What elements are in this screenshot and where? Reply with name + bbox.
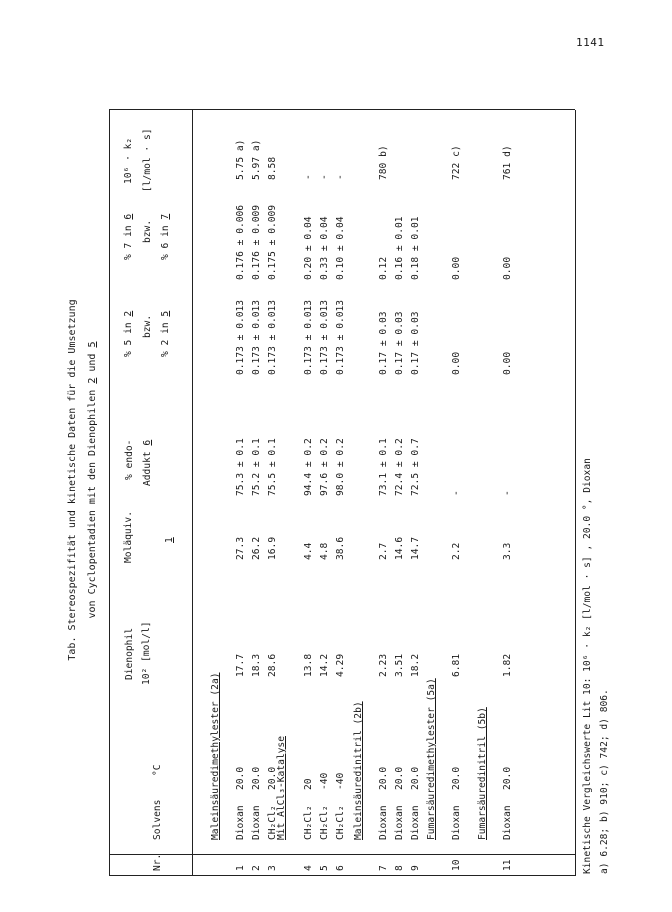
cell-c5: 0.00 <box>502 351 513 375</box>
cell-k2: - <box>319 174 330 180</box>
cell-c5: 0.17 ± 0.03 <box>410 311 421 375</box>
cell-nr: 11 <box>502 859 513 871</box>
cell-solvens: CH₂Cl₂ <box>319 805 330 840</box>
cell-molaequiv: 14.6 <box>394 536 405 560</box>
table-right-rule <box>109 109 575 110</box>
cell-k2: 722 c) <box>451 145 462 180</box>
cell-c7: 0.176 ± 0.006 <box>235 204 246 280</box>
header-endo-addukt: Addukt 6 <box>142 439 153 486</box>
cell-c7: 0.16 ± 0.01 <box>394 216 405 280</box>
cell-nr: 5 <box>319 865 330 871</box>
cell-c7: 0.00 <box>451 256 462 280</box>
cell-molaequiv: 2.2 <box>451 542 462 560</box>
cell-solvens: Dioxan <box>251 805 262 840</box>
cell-temp: 20.0 <box>410 766 421 790</box>
cell-temp: 20.0 <box>378 766 389 790</box>
cell-molaequiv: 4.8 <box>319 542 330 560</box>
header-c5: % 5 in 2 <box>123 310 134 357</box>
cell-c7: 0.12 <box>378 256 389 280</box>
cell-c5: 0.173 ± 0.013 <box>267 299 278 375</box>
table-left-rule <box>109 875 575 876</box>
header-c5-alt: % 2 in 5 <box>160 310 171 357</box>
cell-temp: 20 <box>303 778 314 790</box>
cell-temp: 20.0 <box>267 766 278 790</box>
cell-dienophil: 18.3 <box>251 653 262 677</box>
cell-c5: 0.173 ± 0.013 <box>319 299 330 375</box>
table-top-rule <box>109 110 110 876</box>
footnote-values: a) 6.28; b) 910; c) 742; d) 806. <box>599 689 610 874</box>
cell-dienophil: 3.51 <box>394 653 405 677</box>
cell-endo: 73.1 ± 0.1 <box>378 438 389 496</box>
cell-dienophil: 14.2 <box>319 653 330 677</box>
cell-temp: -40 <box>335 772 346 790</box>
cell-k2: 5.97 a) <box>251 139 262 180</box>
cell-molaequiv: 4.4 <box>303 542 314 560</box>
header-dienophil: Dienophil <box>124 628 135 680</box>
cell-c7: 0.176 ± 0.009 <box>251 204 262 280</box>
rotated-table-page <box>57 90 617 880</box>
cell-dienophil: 6.81 <box>451 653 462 677</box>
cell-nr: 10 <box>451 859 462 871</box>
cell-nr: 9 <box>410 865 421 871</box>
cell-solvens: CH₂Cl₂ <box>303 805 314 840</box>
cell-molaequiv: 16.9 <box>267 536 278 560</box>
cell-molaequiv: 14.7 <box>410 536 421 560</box>
cell-endo: 94.4 ± 0.2 <box>303 438 314 496</box>
header-c7-alt: % 6 in 7 <box>160 213 171 260</box>
header-c7-bzw: bzw. <box>142 219 153 243</box>
section-heading: Maleinsäuredimethylester (2a) <box>210 672 221 840</box>
cell-nr: 2 <box>251 865 262 871</box>
cell-dienophil: 28.6 <box>267 653 278 677</box>
page-number: 1141 <box>576 36 605 49</box>
cell-nr: 3 <box>267 865 278 871</box>
header-nr: Nr. <box>152 853 163 871</box>
cell-c5: 0.173 ± 0.013 <box>335 299 346 375</box>
cell-dienophil: 13.8 <box>303 653 314 677</box>
cell-dienophil: 4.29 <box>335 653 346 677</box>
cell-solvens: Dioxan <box>235 805 246 840</box>
cell-solvens: Dioxan <box>502 805 513 840</box>
header-c7: % 7 in 6 <box>123 213 134 260</box>
cell-endo: 97.6 ± 0.2 <box>319 438 330 496</box>
cell-temp: -40 <box>319 772 330 790</box>
cell-c5: 0.173 ± 0.013 <box>235 299 246 375</box>
cell-k2: 5.75 a) <box>235 139 246 180</box>
cell-c5: 0.17 ± 0.03 <box>394 311 405 375</box>
cell-c7: 0.18 ± 0.01 <box>410 216 421 280</box>
cell-temp: 20.0 <box>502 766 513 790</box>
cell-solvens: Dioxan <box>378 805 389 840</box>
cell-solvens: CH₂Cl₂ <box>335 805 346 840</box>
cell-c7: 0.20 ± 0.04 <box>303 216 314 280</box>
header-c5-bzw: bzw. <box>142 314 153 338</box>
section-heading: Fumarsäuredimethylester (5a) <box>426 678 437 840</box>
header-molaequiv-ref: 1 <box>164 537 175 543</box>
header-solvens: Solvens <box>152 799 163 840</box>
cell-c5: 0.00 <box>451 351 462 375</box>
footnote-comparison: Kinetische Vergleichswerte Lit 10: 10⁶ · k₂ [l/mol · s] , 20.0 °, Dioxan <box>582 458 593 874</box>
cell-molaequiv: 27.3 <box>235 536 246 560</box>
cell-molaequiv: 38.6 <box>335 536 346 560</box>
cell-c5: 0.17 ± 0.03 <box>378 311 389 375</box>
cell-dienophil: 1.82 <box>502 653 513 677</box>
cell-k2: 761 d) <box>502 145 513 180</box>
header-temp: °C <box>152 764 163 776</box>
table-bottom-rule <box>575 110 576 876</box>
cell-nr: 8 <box>394 865 405 871</box>
cell-endo: 75.2 ± 0.1 <box>251 438 262 496</box>
cell-nr: 7 <box>378 865 389 871</box>
cell-molaequiv: 2.7 <box>378 542 389 560</box>
cell-endo: - <box>451 490 462 496</box>
cell-endo: 98.0 ± 0.2 <box>335 438 346 496</box>
cell-endo: - <box>502 490 513 496</box>
header-endo: % endo- <box>124 439 135 480</box>
cell-c7: 0.175 ± 0.009 <box>267 204 278 280</box>
table-title-line-2: von Cyclopentadien mit den Dienophilen 2 und 5 <box>87 341 98 619</box>
cell-nr: 6 <box>335 865 346 871</box>
header-molaequiv: Moläquiv. <box>123 511 134 563</box>
cell-c7: 0.10 ± 0.04 <box>335 216 346 280</box>
section-heading: Maleinsäuredinitril (2b) <box>353 701 364 840</box>
table-title-line-1: Tab. Stereospezifität und kinetische Daten für die Umsetzung <box>67 299 78 661</box>
cell-endo: 72.4 ± 0.2 <box>394 438 405 496</box>
header-k2-unit: [l/mol · s] <box>142 128 153 192</box>
cell-dienophil: 18.2 <box>410 653 421 677</box>
header-dienophil-unit: 10² [mol/l] <box>141 621 152 685</box>
cell-temp: 20.0 <box>451 766 462 790</box>
cell-c5: 0.173 ± 0.013 <box>303 299 314 375</box>
cell-c5: 0.173 ± 0.013 <box>251 299 262 375</box>
cell-nr: 1 <box>235 865 246 871</box>
cell-dienophil: 17.7 <box>235 653 246 677</box>
cell-solvens: Dioxan <box>394 805 405 840</box>
cell-molaequiv: 26.2 <box>251 536 262 560</box>
cell-k2: 8.58 <box>267 156 278 180</box>
cell-nr: 4 <box>303 865 314 871</box>
cell-k2: - <box>303 174 314 180</box>
cell-dienophil: 2.23 <box>378 653 389 677</box>
cell-k2: 780 b) <box>378 145 389 180</box>
cell-endo: 75.5 ± 0.1 <box>267 438 278 496</box>
cell-c7: 0.33 ± 0.04 <box>319 216 330 280</box>
cell-endo: 75.3 ± 0.1 <box>235 438 246 496</box>
cell-temp: 20.0 <box>251 766 262 790</box>
header-rule <box>192 110 193 876</box>
header-k2: 10⁶ · k₂ <box>123 137 134 184</box>
cell-molaequiv: 3.3 <box>502 542 513 560</box>
cell-k2: - <box>335 174 346 180</box>
cell-endo: 72.5 ± 0.7 <box>410 438 421 496</box>
cell-temp: 20.0 <box>235 766 246 790</box>
cell-solvens: Dioxan <box>451 805 462 840</box>
section-heading: Fumarsäuredinitril (5b) <box>477 707 488 840</box>
cell-c7: 0.00 <box>502 256 513 280</box>
cell-solvens: Dioxan <box>410 805 421 840</box>
nr-column-rule <box>109 854 575 855</box>
section-heading: Mit AlCl₃-Katalyse <box>276 736 287 840</box>
cell-solvens: CH₂Cl₂ <box>267 805 278 840</box>
cell-temp: 20.0 <box>394 766 405 790</box>
